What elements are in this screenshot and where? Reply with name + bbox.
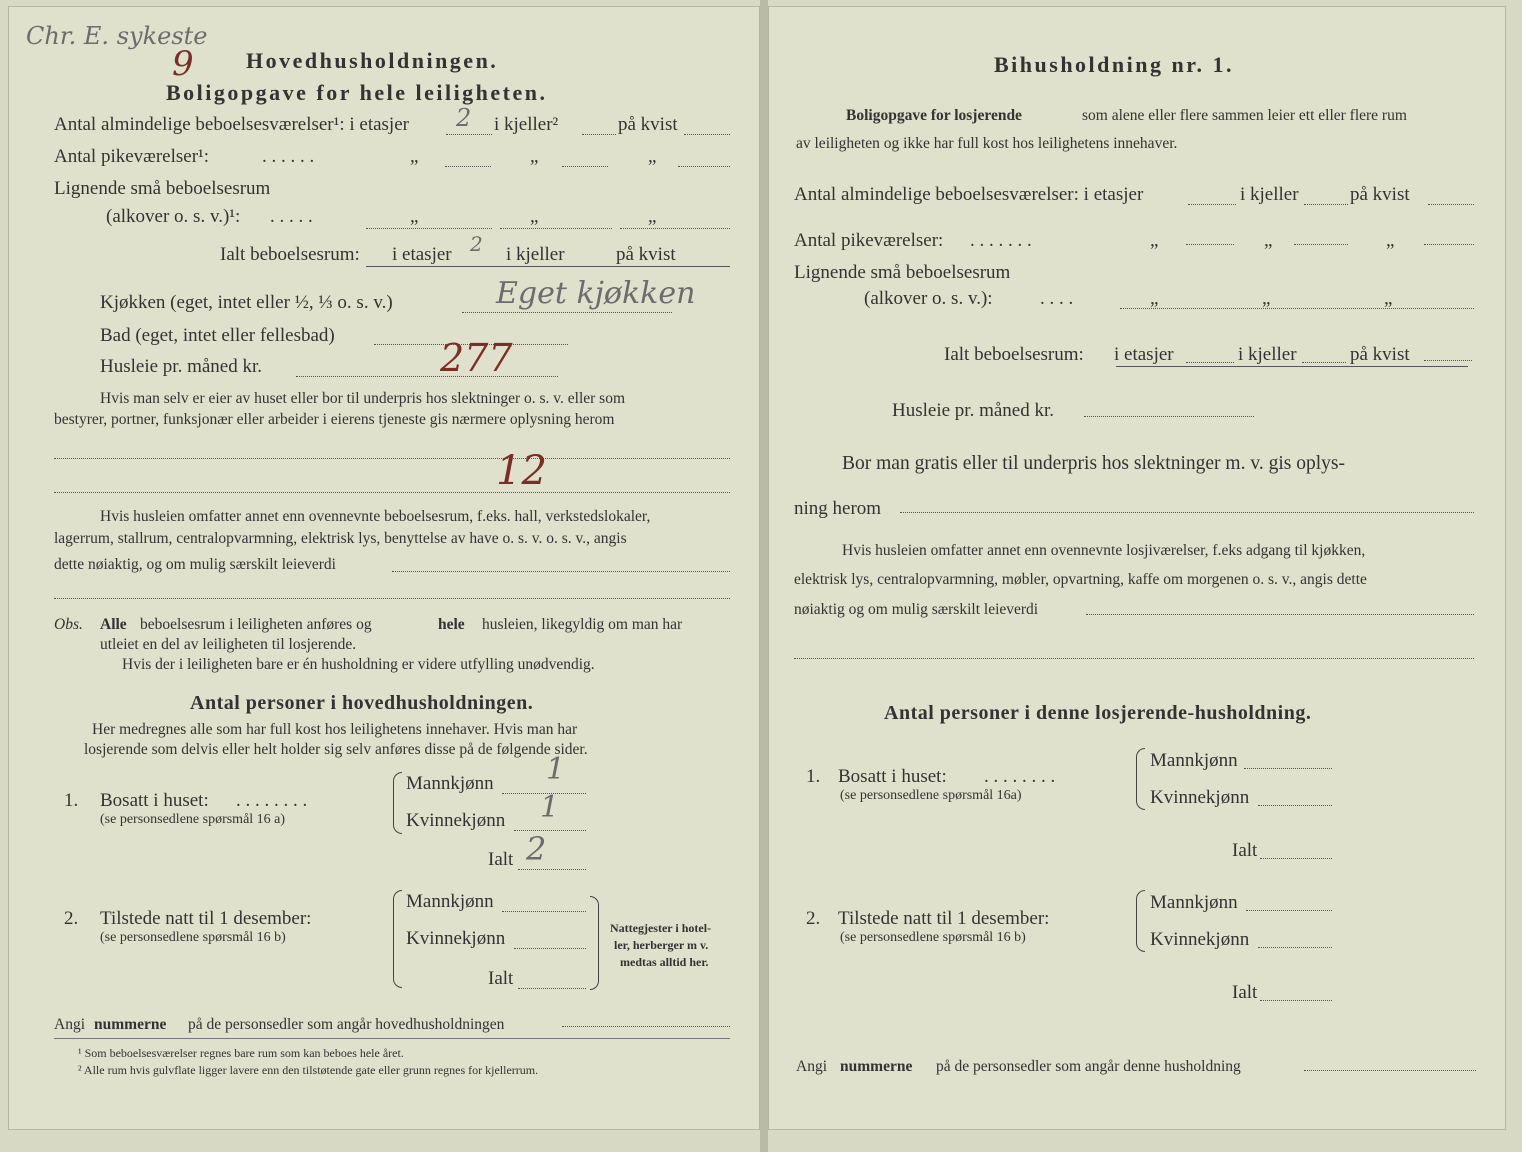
persons-note-line1: Her medregnes alle som har full kost hos leilighetens innehaver. Hvis man har <box>92 721 578 738</box>
right-q1-number: 1. <box>806 766 821 787</box>
right-alkover-label-cont: (alkover o. s. v.): <box>864 288 993 309</box>
right-angi-c: på de personsedler som angår denne husholdning <box>936 1058 1241 1075</box>
obs-label: Obs. <box>54 616 83 633</box>
alkover-kvist-field[interactable] <box>620 228 730 229</box>
right-kjeller-label: i kjeller <box>1240 184 1299 205</box>
right-q2-brace <box>1136 890 1145 952</box>
handwritten-number: 9 <box>172 44 194 84</box>
right-alkover-label: Lignende små beboelsesrum <box>794 262 1011 283</box>
right-pike-kjeller-field[interactable] <box>1294 244 1348 245</box>
page-subtitle: Boligopgave for hele leiligheten. <box>166 80 548 105</box>
husleie-field[interactable] <box>296 376 558 377</box>
kjokken-field[interactable] <box>462 312 672 313</box>
q2-ialt-label: Ialt <box>488 968 514 989</box>
obs-line2: utleiet en del av leiligheten til losjerende. <box>100 636 357 653</box>
kvist-label: på kvist <box>618 114 678 135</box>
right-angi-a: Angi <box>796 1058 827 1075</box>
right-q2-sub: (se personsedlene spørsmål 16 b) <box>840 930 1026 945</box>
q2-mann-field[interactable] <box>502 911 586 912</box>
q1-mann-label: Mannkjønn <box>406 773 494 794</box>
right-intro-bold: Boligopgave for losjerende <box>846 107 1022 124</box>
q2-kvinne-label: Kvinnekjønn <box>406 928 506 949</box>
footnote-1: ¹ Som beboelsesværelser regnes bare rum som kan beboes hele året. <box>78 1046 404 1060</box>
right-pike-dots: . . . . . . . <box>970 230 1032 251</box>
pikevaerelser-dots: . . . . . . <box>262 146 315 167</box>
obs-text-a: beboelsesrum i leiligheten anføres og <box>140 616 372 633</box>
alkover-label-cont: (alkover o. s. v.)¹: <box>106 206 241 227</box>
husleie-omfatter-line2: lagerrum, stallrum, centralopvarmning, elektrisk lys, benyttelse av have o. s. v. o. s. v., angis <box>54 530 627 547</box>
q1-number: 1. <box>64 790 79 811</box>
nattegjester-line1: Nattegjester i hotel- <box>610 921 712 935</box>
ditto-mark: „ <box>410 146 419 167</box>
right-etasjer-field[interactable] <box>1188 204 1236 205</box>
kjeller-field[interactable] <box>582 134 616 135</box>
alkover-etasjer-field[interactable] <box>366 228 492 229</box>
q2-label: Tilstede natt til 1 desember: <box>100 908 312 929</box>
eier-text-line2: bestyrer, portner, funksjonær eller arbeider i eierens tjeneste gis nærmere oplysning herom <box>54 411 615 428</box>
eier-field-1[interactable] <box>54 458 730 459</box>
kvist-field[interactable] <box>684 134 730 135</box>
pike-etasjer-field[interactable] <box>445 166 491 167</box>
q1-brace <box>393 772 402 834</box>
kjokken-label: Kjøkken (eget, intet eller ½, ⅓ o. s. v.) <box>100 292 393 313</box>
angi-field[interactable] <box>562 1026 730 1027</box>
right-intro-line2: av leiligheten og ikke har full kost hos leilighetens innehaver. <box>796 135 1178 152</box>
page-fold <box>760 0 768 1152</box>
right-q2-ialt-field[interactable] <box>1260 1000 1332 1001</box>
right-gratis-line2: ning herom <box>794 498 882 519</box>
right-husleie-field[interactable] <box>1084 416 1254 417</box>
right-q1-kvinne-label: Kvinnekjønn <box>1150 787 1250 808</box>
husleie-omfatter-line3: dette nøiaktig, og om mulig særskilt leieverdi <box>54 556 336 573</box>
q1-ialt-field[interactable] <box>518 869 586 870</box>
right-leieverdi-field[interactable] <box>1086 614 1474 615</box>
ditto-mark: „ <box>1386 230 1395 251</box>
q2-sub: (se personsedlene spørsmål 16 b) <box>100 930 286 945</box>
persons-title: Antal personer i hovedhusholdningen. <box>190 692 534 714</box>
alkover-label: Lignende små beboelsesrum <box>54 178 271 199</box>
obs-alle: Alle <box>100 616 127 633</box>
q2-mann-label: Mannkjønn <box>406 891 494 912</box>
right-page-title: Bihusholdning nr. 1. <box>994 52 1234 77</box>
alkover-kjeller-field[interactable] <box>500 228 612 229</box>
right-ialt-kvist-field[interactable] <box>1424 360 1472 361</box>
right-ialt-etasjer: i etasjer <box>1114 344 1174 365</box>
angi-nummerne: nummerne <box>94 1016 167 1033</box>
q1-ialt-label: Ialt <box>488 849 514 870</box>
right-q1-sub: (se personsedlene spørsmål 16a) <box>840 788 1022 803</box>
right-q1-label: Bosatt i huset: <box>838 766 947 787</box>
ialt-etasjer-handwritten: 2 <box>470 232 483 256</box>
kjeller-label: i kjeller² <box>494 114 559 135</box>
bad-label: Bad (eget, intet eller fellesbad) <box>100 325 335 346</box>
ditto-mark: „ <box>1150 288 1159 309</box>
footnote-2: ² Alle rum hvis gulvflate ligger lavere enn den tilstøtende gate eller grunn regnes for kjellerrum. <box>78 1063 539 1077</box>
ditto-mark: „ <box>1384 288 1393 309</box>
right-q1-brace <box>1136 748 1145 810</box>
q1-mann-handwritten: 1 <box>546 752 566 787</box>
right-husleie-label: Husleie pr. måned kr. <box>892 400 1054 421</box>
etasjer-handwritten: 2 <box>456 104 472 132</box>
pikevaerelser-label: Antal pikeværelser¹: <box>54 146 210 167</box>
right-angi-nummerne: nummerne <box>840 1058 913 1075</box>
nattegjester-brace <box>590 896 599 990</box>
ditto-mark: „ <box>648 206 657 227</box>
ditto-mark: „ <box>530 206 539 227</box>
right-gratis-line1: Bor man gratis eller til underpris hos slektninger m. v. gis oplys- <box>842 453 1345 474</box>
leieverdi-field-2[interactable] <box>54 598 730 599</box>
ditto-mark: „ <box>1150 230 1159 251</box>
footnote-divider <box>54 1038 730 1039</box>
q1-kvinne-field[interactable] <box>514 830 586 831</box>
right-q1-kvinne-field[interactable] <box>1258 805 1332 806</box>
right-alkover-dots: . . . . <box>1040 288 1074 309</box>
ialt-etasjer-label: i etasjer <box>392 244 452 265</box>
right-ialt-kjeller-field[interactable] <box>1302 362 1346 363</box>
angi-c: på de personsedler som angår hovedhusholdningen <box>188 1016 505 1033</box>
q1-sub: (se personsedlene spørsmål 16 a) <box>100 812 286 827</box>
right-intro-line1: som alene eller flere sammen leier ett eller flere rum <box>1082 107 1407 124</box>
rooms-label: Antal almindelige beboelsesværelser¹: i etasjer <box>54 114 409 135</box>
ialt-underline <box>366 266 730 267</box>
right-leieverdi-field-2[interactable] <box>794 658 1474 659</box>
q1-ialt-handwritten: 2 <box>526 830 547 868</box>
right-q1-dots: . . . . . . . . <box>984 766 1056 787</box>
right-pike-label: Antal pikeværelser: <box>794 230 944 251</box>
q2-number: 2. <box>64 908 79 929</box>
right-angi-field[interactable] <box>1304 1070 1476 1071</box>
q1-kvinne-label: Kvinnekjønn <box>406 810 506 831</box>
right-q1-ialt-label: Ialt <box>1232 840 1258 861</box>
right-page <box>768 6 1506 1130</box>
right-omfatter-line2: elektrisk lys, centralopvarmning, møbler, opvartning, kaffe om morgenen o. s. v., angis dette <box>794 571 1367 588</box>
leieverdi-field[interactable] <box>392 571 730 572</box>
ialt-kjeller-label: i kjeller <box>506 244 565 265</box>
q1-label: Bosatt i huset: <box>100 790 209 811</box>
etasjer-field[interactable] <box>446 134 492 135</box>
husleie-omfatter-line1: Hvis husleien omfatter annet enn ovennevnte beboelsesrum, f.eks. hall, verkstedslokaler, <box>100 508 651 525</box>
right-q2-ialt-label: Ialt <box>1232 982 1258 1003</box>
right-gratis-field[interactable] <box>900 512 1474 513</box>
ditto-mark: „ <box>1264 230 1273 251</box>
page-title: Hovedhusholdningen. <box>246 48 499 73</box>
husleie-label: Husleie pr. måned kr. <box>100 356 262 377</box>
ditto-mark: „ <box>1262 288 1271 309</box>
right-q1-ialt-field[interactable] <box>1260 858 1332 859</box>
q1-dots: . . . . . . . . <box>236 790 308 811</box>
corner-handwritten-note: Chr. E. sykeste <box>26 22 208 50</box>
right-alkover-field[interactable] <box>1120 308 1474 309</box>
ditto-mark: „ <box>648 146 657 167</box>
right-kvist-label: på kvist <box>1350 184 1410 205</box>
right-kvist-field[interactable] <box>1428 204 1474 205</box>
q1-kvinne-handwritten: 1 <box>540 790 560 825</box>
right-q2-kvinne-label: Kvinnekjønn <box>1150 929 1250 950</box>
right-ialt-underline <box>1116 366 1468 367</box>
right-omfatter-line1: Hvis husleien omfatter annet enn ovennevnte losjiværelser, f.eks adgang til kjøkken, <box>842 542 1366 559</box>
nattegjester-line2: ler, herberger m v. <box>614 938 709 952</box>
q2-ialt-field[interactable] <box>518 988 586 989</box>
husleie-handwritten: 277 <box>440 336 513 380</box>
note-handwritten-number: 12 <box>496 448 547 494</box>
obs-text-b: husleien, likegyldig om man har <box>482 616 683 633</box>
q2-brace <box>393 890 402 988</box>
pike-kvist-field[interactable] <box>678 166 730 167</box>
right-q2-label: Tilstede natt til 1 desember: <box>838 908 1050 929</box>
angi-a: Angi <box>54 1016 85 1033</box>
q2-kvinne-field[interactable] <box>514 948 586 949</box>
alkover-dots: . . . . . <box>270 206 313 227</box>
eier-text-line1: Hvis man selv er eier av huset eller bor til underpris hos slektninger o. s. v. eller som <box>100 390 626 407</box>
right-ialt-label: Ialt beboelsesrum: <box>944 344 1084 365</box>
right-q2-kvinne-field[interactable] <box>1258 947 1332 948</box>
nattegjester-line3: medtas alltid her. <box>620 955 709 969</box>
ditto-mark: „ <box>530 146 539 167</box>
obs-hele: hele <box>438 616 465 633</box>
eier-field-2[interactable] <box>54 492 730 493</box>
kjokken-handwritten: Eget kjøkken <box>496 276 696 311</box>
right-q2-mann-field[interactable] <box>1246 910 1332 911</box>
right-persons-title: Antal personer i denne losjerende-husholdning. <box>884 702 1312 724</box>
right-omfatter-line3: nøiaktig og om mulig særskilt leieverdi <box>794 601 1039 618</box>
obs-line3: Hvis der i leiligheten bare er én husholdning er videre utfylling unødvendig. <box>122 656 595 673</box>
right-q1-mann-label: Mannkjønn <box>1150 750 1238 771</box>
pike-kjeller-field[interactable] <box>562 166 608 167</box>
right-ialt-kvist: på kvist <box>1350 344 1410 365</box>
ialt-kvist-label: på kvist <box>616 244 676 265</box>
right-ialt-etasjer-field[interactable] <box>1186 362 1234 363</box>
right-rooms-label: Antal almindelige beboelsesværelser: i etasjer <box>794 184 1144 205</box>
ditto-mark: „ <box>410 206 419 227</box>
ialt-rooms-label: Ialt beboelsesrum: <box>220 244 360 265</box>
right-ialt-kjeller: i kjeller <box>1238 344 1297 365</box>
right-pike-kvist-field[interactable] <box>1424 244 1474 245</box>
persons-note-line2: losjerende som delvis eller helt holder sig selv anføres disse på de følgende sider. <box>84 741 588 758</box>
right-pike-etasjer-field[interactable] <box>1186 244 1234 245</box>
right-kjeller-field[interactable] <box>1304 204 1348 205</box>
right-q2-number: 2. <box>806 908 821 929</box>
right-q2-mann-label: Mannkjønn <box>1150 892 1238 913</box>
right-q1-mann-field[interactable] <box>1244 768 1332 769</box>
